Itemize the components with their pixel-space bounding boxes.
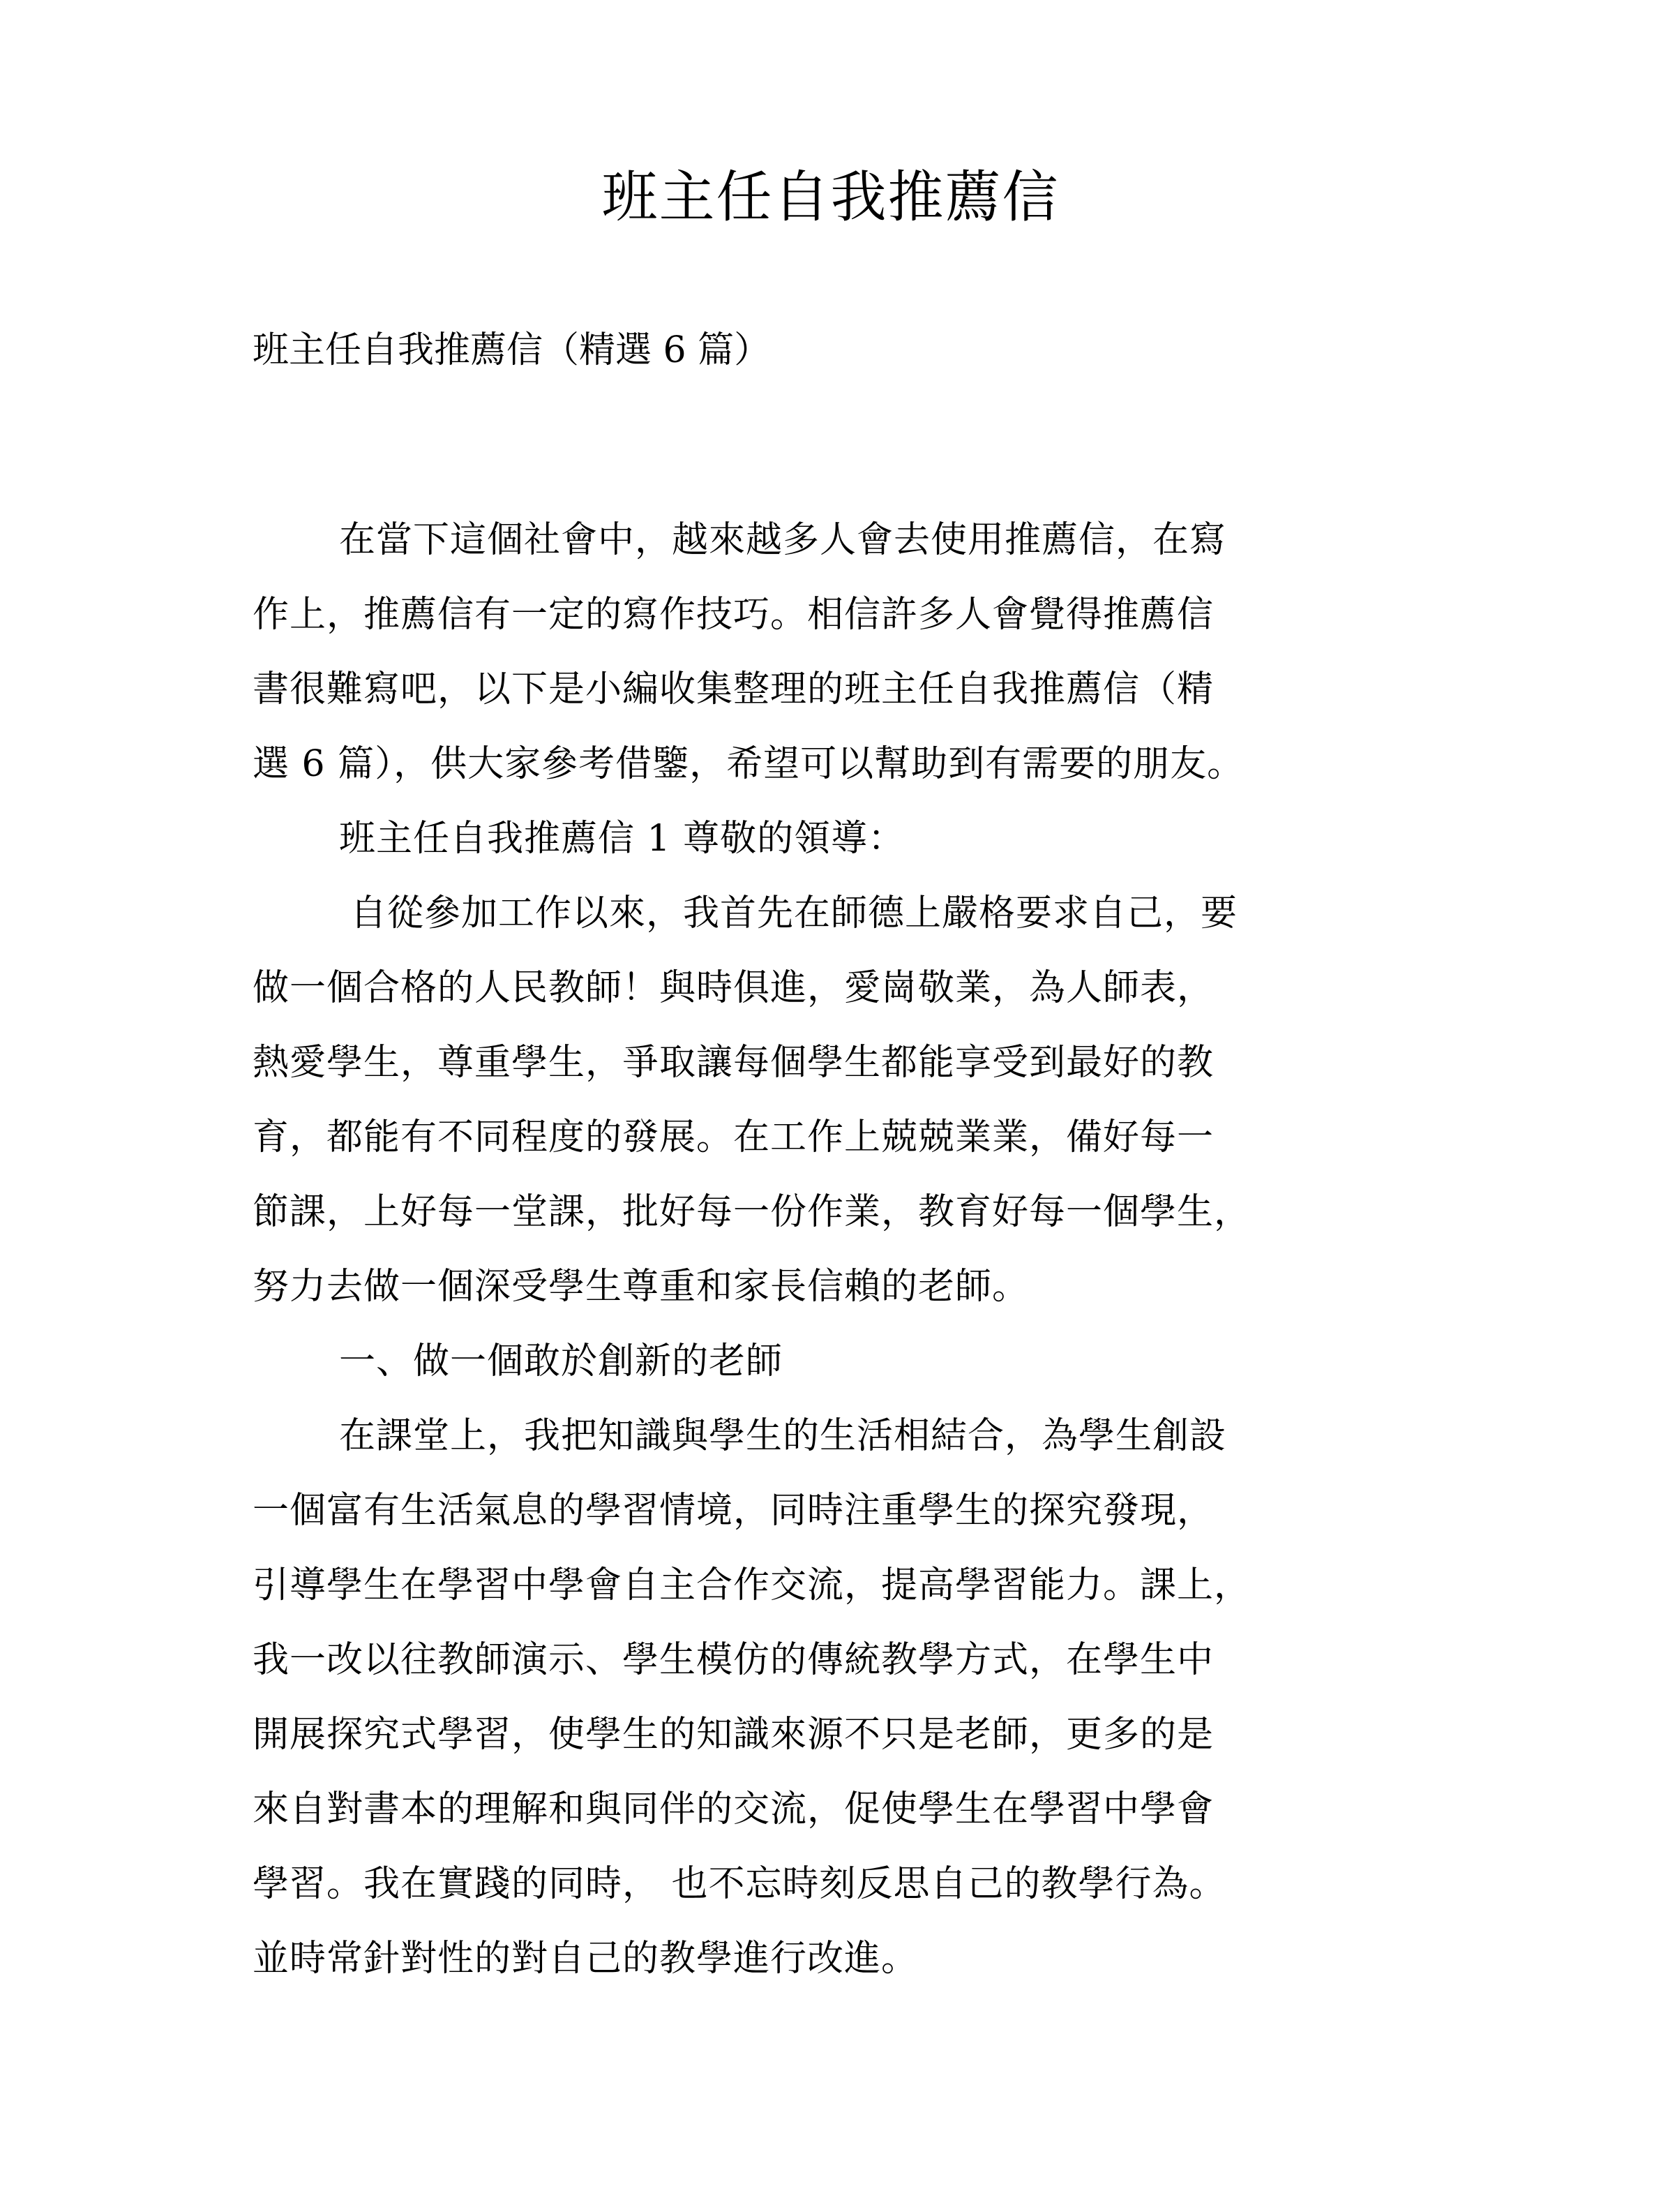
text-line: 書很難寫吧，以下是小編收集整理的班主任自我推薦信（精: [253, 668, 1215, 710]
text-line: 做一個合格的人民教師！與時俱進，愛崗敬業，為人師表，: [253, 967, 1215, 1009]
document-subtitle: 班主任自我推薦信（精選 6 篇）: [253, 329, 771, 371]
text-line: 我一改以往教師演示、學生模仿的傳統教學方式，在學生中: [253, 1639, 1215, 1681]
text-line: 並時常針對性的對自己的教學進行改進。: [253, 1938, 919, 1980]
text-line: 在當下這個社會中，越來越多人會去使用推薦信，在寫: [339, 519, 1227, 561]
section-heading: 一、做一個敢於創新的老師: [339, 1340, 783, 1382]
text-line: 育，都能有不同程度的發展。在工作上兢兢業業，備好每一: [253, 1116, 1215, 1158]
text-line: 開展探究式學習，使學生的知識來源不只是老師，更多的是: [253, 1714, 1215, 1756]
document-body: [253, 512, 1411, 2005]
text-line: 一個富有生活氣息的學習情境，同時注重學生的探究發現，: [253, 1490, 1215, 1532]
text-line: 自從參加工作以來，我首先在師德上嚴格要求自己，要: [350, 892, 1238, 934]
text-line: 在課堂上，我把知識與學生的生活相結合，為學生創設: [339, 1415, 1227, 1457]
text-line: 努力去做一個深受學生尊重和家長信賴的老師。: [253, 1266, 1030, 1308]
text-line: 引導學生在學習中學會自主合作交流，提高學習能力。課上，: [253, 1564, 1252, 1606]
text-line: 學習。我在實踐的同時， 也不忘時刻反思自己的教學行為。: [253, 1863, 1226, 1905]
text-line: 作上，推薦信有一定的寫作技巧。相信許多人會覺得推薦信: [253, 594, 1215, 636]
text-line: 熱愛學生，尊重學生，爭取讓每個學生都能享受到最好的教: [253, 1042, 1215, 1084]
text-line: 節課，上好每一堂課，批好每一份作業，教育好每一個學生，: [253, 1191, 1252, 1233]
text-line: 選 6 篇），供大家參考借鑒，希望可以幫助到有需要的朋友。: [253, 743, 1245, 785]
section-heading: 班主任自我推薦信 1 尊敬的領導：: [339, 818, 905, 860]
text-line: 來自對書本的理解和與同伴的交流，促使學生在學習中學會: [253, 1788, 1215, 1830]
document-title: 班主任自我推薦信: [601, 165, 1060, 230]
